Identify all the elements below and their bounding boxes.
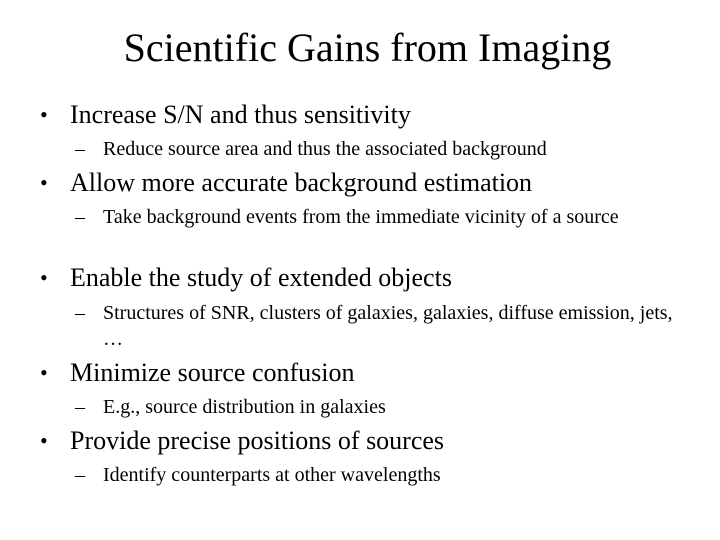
sub-bullet-marker: – bbox=[75, 396, 85, 418]
sub-bullet-item bbox=[75, 300, 675, 352]
bullet-marker: • bbox=[40, 428, 48, 453]
sub-bullet-text: Identify counterparts at other wavelengths bbox=[103, 464, 441, 486]
sub-bullet-text: E.g., source distribution in galaxies bbox=[103, 396, 386, 418]
bullet-text: Minimize source confusion bbox=[70, 358, 355, 387]
sub-bullet-text: Structures of SNR, clusters of galaxies, galaxies, diffuse emission, jets, … bbox=[103, 302, 673, 350]
sub-bullet-item bbox=[75, 394, 675, 420]
sub-bullet-text: Reduce source area and thus the associated background bbox=[103, 138, 547, 160]
bullet-text: Enable the study of extended objects bbox=[70, 263, 452, 292]
sub-bullet-marker: – bbox=[75, 464, 85, 486]
bullet-marker: • bbox=[40, 360, 48, 385]
bullet-marker: • bbox=[40, 102, 48, 127]
slide-title: Scientific Gains from Imaging bbox=[123, 25, 612, 70]
bullet-text: Allow more accurate background estimation bbox=[70, 168, 533, 197]
sub-bullet-item bbox=[75, 136, 675, 162]
sub-bullet-text: Take background events from the immediate vicinity of a source bbox=[103, 206, 619, 228]
bullet-text: Increase S/N and thus sensitivity bbox=[70, 100, 411, 129]
sub-bullet-marker: – bbox=[75, 206, 85, 228]
sub-bullet-item bbox=[75, 462, 675, 488]
bullet-text: Provide precise positions of sources bbox=[70, 426, 445, 455]
sub-bullet-item bbox=[75, 204, 675, 230]
bullet-marker: • bbox=[40, 170, 48, 195]
sub-bullet-marker: – bbox=[75, 138, 85, 160]
sub-bullet-marker: – bbox=[75, 302, 85, 324]
bullet-marker: • bbox=[40, 265, 48, 290]
